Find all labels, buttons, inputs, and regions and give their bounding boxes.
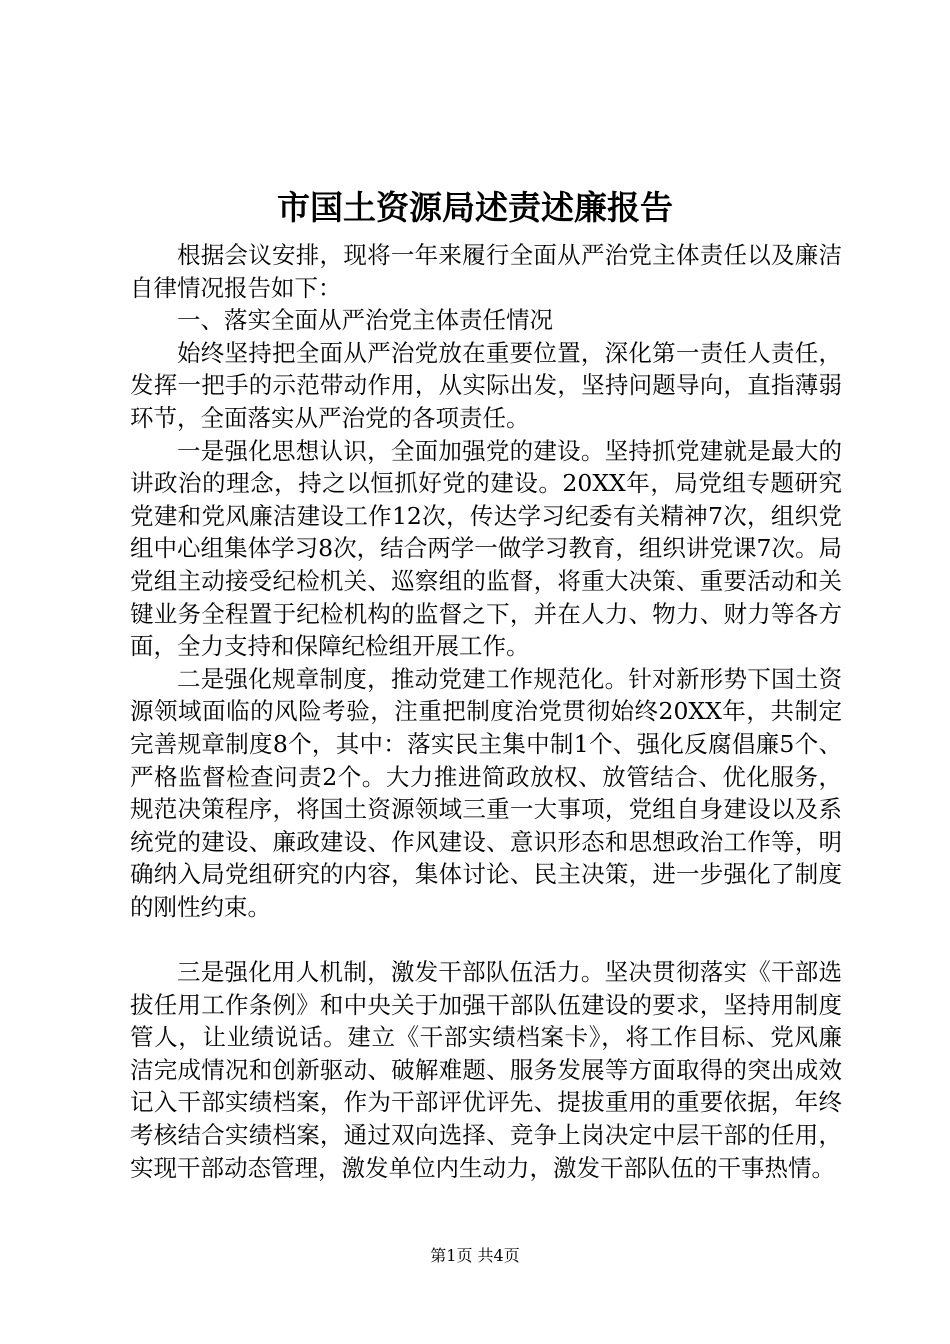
paragraph-overview: 始终坚持把全面从严治党放在重要位置，深化第一责任人责任，发挥一把手的示范带动作用，从实际出发，坚持问题导向，直指薄弱环节，全面落实从严治党的各项责任。 — [130, 338, 842, 432]
section-heading-1: 一、落实全面从严治党主体责任情况 — [177, 306, 553, 335]
document-body — [130, 239, 842, 1184]
paragraph-point-3: 三是强化用人机制，激发干部队伍活力。坚决贯彻落实《干部选拔任用工作条例》和中央关于加强干部队伍建设的要求，坚持用制度管人，让业绩说话。建立《干部实绩档案卡》，将工作目标、党风廉洁完成情况和创新驱动、破解难题、服务发展等方面取得的突出成效记入干部实绩档案，作为干部评优评先、提拔重用的重要依据，年终考核结合实绩档案，通过双向选择、竞争上岗决定中层干部的任用，实现干部动态管理，激发单位内生动力，激发干部队伍的干事热情。 — [130, 958, 842, 1182]
paragraph-point-2: 二是强化规章制度，推动党建工作规范化。针对新形势下国土资源领域面临的风险考验，注重把制度治党贯彻始终20XX年，共制定完善规章制度8个，其中：落实民主集中制1个、强化反腐倡廉5个、严格监督检查问责2个。大力推进简政放权、放管结合、优化服务，规范决策程序，将国土资源领域三重一大事项，党组自身建设以及系统党的建设、廉政建设、作风建设、意识形态和思想政治工作等，明确纳入局党组研究的内容，集体讨论、民主决策，进一步强化了制度的刚性约束。 — [130, 664, 842, 921]
document-title: 市国土资源局述责述廉报告 — [277, 188, 673, 227]
page-footer: 第1页 共4页 — [430, 1246, 520, 1265]
paragraph-point-1: 一是强化思想认识，全面加强党的建设。坚持抓党建就是最大的讲政治的理念，持之以恒抓好党的建设。20XX年，局党组专题研究党建和党风廉洁建设工作12次，传达学习纪委有关精神7次，组织党组中心组集体学习8次，结合两学一做学习教育，组织讲党课7次。局党组主动接受纪检机关、巡察组的监督，将重大决策、重要活动和关键业务全程置于纪检机构的监督之下，并在人力、物力、财力等各方面，全力支持和保障纪检组开展工作。 — [130, 436, 842, 661]
paragraph-intro: 根据会议安排，现将一年来履行全面从严治党主体责任以及廉洁自律情况报告如下： — [130, 241, 842, 302]
